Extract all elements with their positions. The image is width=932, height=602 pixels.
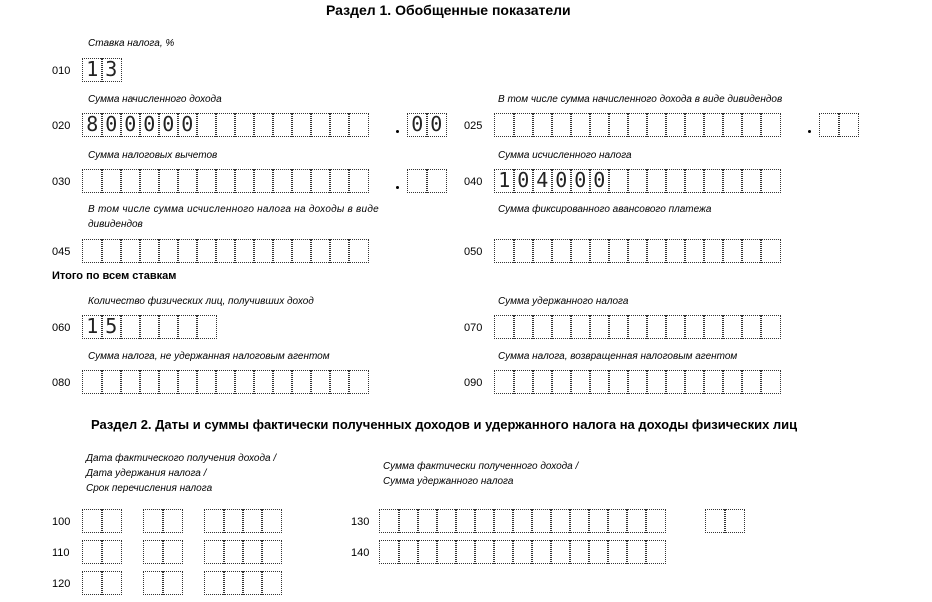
dates-label-line1: Дата фактического получения дохода / [86,453,277,464]
dividend-income-input[interactable] [494,113,779,137]
char-cell[interactable] [139,239,160,263]
char-cell[interactable] [436,509,457,533]
decimal-point [396,130,399,133]
char-cell[interactable] [665,370,686,394]
char-cell[interactable] [531,509,552,533]
char-cell[interactable] [551,239,572,263]
char-cell[interactable] [703,370,724,394]
char-cell[interactable] [223,571,244,595]
char-cell[interactable] [242,571,263,595]
char-cell[interactable] [291,239,312,263]
code-045: 045 [52,246,71,258]
dividend-tax-label-line2: дивидендов [88,219,143,230]
char-cell[interactable] [608,239,629,263]
char-cell[interactable] [607,540,628,564]
char-cell[interactable] [760,239,781,263]
unwithheld-tax-input[interactable] [82,370,367,394]
income-received-amount-input[interactable] [379,509,664,533]
accrued-income-input[interactable] [82,113,367,137]
char-cell[interactable] [417,509,438,533]
char-cell[interactable] [426,169,447,193]
char-cell[interactable] [407,169,428,193]
char-cell[interactable] [204,509,225,533]
char-cell[interactable]: 0 [570,169,591,193]
unwithheld-tax-label: Сумма налога, не удержанная налоговым агентом [88,351,330,362]
char-cell[interactable] [646,315,667,339]
char-cell[interactable] [272,113,293,137]
char-cell[interactable] [589,315,610,339]
char-cell[interactable] [310,370,331,394]
char-cell[interactable] [532,113,553,137]
char-cell[interactable] [261,571,282,595]
char-cell[interactable] [196,113,217,137]
char-cell[interactable] [532,315,553,339]
fixed-advance-payment-input[interactable] [494,239,779,263]
char-cell[interactable] [645,540,666,564]
char-cell[interactable] [234,239,255,263]
char-cell[interactable] [569,540,590,564]
char-cell[interactable] [627,239,648,263]
code-100: 100 [52,516,71,528]
char-cell[interactable] [722,169,743,193]
transfer-deadline-day-input[interactable] [82,571,120,595]
char-cell[interactable] [234,169,255,193]
income-received-kopecks-input[interactable] [705,509,743,533]
char-cell[interactable] [532,239,553,263]
char-cell[interactable] [139,370,160,394]
char-cell[interactable] [493,509,514,533]
dividend-income-kopecks-input[interactable] [819,113,857,137]
char-cell[interactable] [588,540,609,564]
char-cell[interactable] [570,370,591,394]
persons-count-input[interactable] [82,315,215,339]
char-cell[interactable] [665,113,686,137]
date-received-month-input[interactable] [143,509,181,533]
char-cell[interactable]: 0 [139,113,160,137]
calculated-tax-label: Сумма исчисленного налога [498,150,632,161]
tax-deductions-input[interactable] [82,169,367,193]
char-cell[interactable] [162,571,183,595]
char-cell[interactable] [455,540,476,564]
char-cell[interactable] [646,113,667,137]
char-cell[interactable] [550,509,571,533]
char-cell[interactable] [329,169,350,193]
char-cell[interactable] [204,540,225,564]
code-140: 140 [351,547,370,559]
char-cell[interactable] [177,169,198,193]
char-cell[interactable] [101,239,122,263]
char-cell[interactable] [819,113,840,137]
amounts-label-line1: Сумма фактически полученного дохода / [383,461,579,472]
char-cell[interactable] [215,113,236,137]
char-cell[interactable] [291,113,312,137]
char-cell[interactable] [143,509,164,533]
dividend-tax-input[interactable] [82,239,367,263]
code-040: 040 [464,176,483,188]
persons-count-label: Количество физических лиц, получивших доход [88,296,314,307]
code-060: 060 [52,322,71,334]
section1-title: Раздел 1. Обобщенные показатели [326,2,571,18]
char-cell[interactable] [101,370,122,394]
char-cell[interactable] [684,113,705,137]
char-cell[interactable] [223,540,244,564]
returned-tax-label: Сумма налога, возвращенная налоговым агентом [498,351,738,362]
decimal-point [808,130,811,133]
char-cell[interactable] [494,370,515,394]
char-cell[interactable] [589,370,610,394]
char-cell[interactable] [348,169,369,193]
char-cell[interactable] [82,571,103,595]
char-cell[interactable] [436,540,457,564]
char-cell[interactable] [741,315,762,339]
char-cell[interactable] [513,370,534,394]
char-cell[interactable] [665,239,686,263]
char-cell[interactable] [684,239,705,263]
char-cell[interactable] [398,509,419,533]
char-cell[interactable] [645,509,666,533]
char-cell[interactable] [722,315,743,339]
char-cell[interactable] [760,113,781,137]
char-cell[interactable] [455,509,476,533]
amounts-label-line2: Сумма удержанного налога [383,476,514,487]
char-cell[interactable] [703,315,724,339]
char-cell[interactable] [741,239,762,263]
char-cell[interactable] [494,113,515,137]
withheld-tax-input[interactable] [494,315,779,339]
char-cell[interactable]: 0 [120,113,141,137]
char-cell[interactable] [143,571,164,595]
code-050: 050 [464,246,483,258]
code-080: 080 [52,377,71,389]
char-cell[interactable] [627,315,648,339]
code-030: 030 [52,176,71,188]
char-cell[interactable] [120,239,141,263]
char-cell[interactable] [722,113,743,137]
accrued-income-kopecks-input[interactable] [407,113,445,137]
char-cell[interactable] [120,315,141,339]
char-cell[interactable] [101,169,122,193]
char-cell[interactable] [741,113,762,137]
decimal-point [396,186,399,189]
char-cell[interactable] [291,370,312,394]
code-020: 020 [52,120,71,132]
date-withheld-month-input[interactable] [143,540,181,564]
date-received-day-input[interactable] [82,509,120,533]
code-070: 070 [464,322,483,334]
dates-label-line2: Дата удержания налога / [86,468,207,479]
char-cell[interactable] [760,370,781,394]
code-130: 130 [351,516,370,528]
char-cell[interactable] [512,540,533,564]
char-cell[interactable]: 8 [82,113,103,137]
char-cell[interactable] [348,370,369,394]
char-cell[interactable] [531,540,552,564]
char-cell[interactable] [512,509,533,533]
char-cell[interactable] [608,370,629,394]
char-cell[interactable]: 0 [589,169,610,193]
char-cell[interactable] [234,113,255,137]
char-cell[interactable] [760,169,781,193]
char-cell[interactable] [196,315,217,339]
char-cell[interactable] [398,540,419,564]
char-cell[interactable] [705,509,726,533]
char-cell[interactable] [253,370,274,394]
char-cell[interactable] [101,571,122,595]
char-cell[interactable] [741,370,762,394]
char-cell[interactable] [684,370,705,394]
char-cell[interactable] [158,169,179,193]
char-cell[interactable] [722,239,743,263]
char-cell[interactable] [703,113,724,137]
char-cell[interactable] [253,239,274,263]
dividend-tax-label-line1: В том числе сумма исчисленного налога на доходы в виде [88,204,379,215]
char-cell[interactable] [139,169,160,193]
char-cell[interactable] [310,169,331,193]
char-cell[interactable] [215,370,236,394]
char-cell[interactable] [242,540,263,564]
char-cell[interactable] [379,509,400,533]
char-cell[interactable] [158,239,179,263]
dividend-income-label: В том числе сумма начисленного дохода в виде дивидендов [498,94,783,105]
char-cell[interactable]: 1 [82,58,103,82]
char-cell[interactable] [223,509,244,533]
char-cell[interactable] [272,169,293,193]
char-cell[interactable]: 0 [177,113,198,137]
char-cell[interactable]: 1 [82,315,103,339]
char-cell[interactable]: 0 [407,113,428,137]
char-cell[interactable] [494,315,515,339]
char-cell[interactable] [253,169,274,193]
transfer-deadline-year-input[interactable] [204,571,280,595]
char-cell[interactable] [329,370,350,394]
char-cell[interactable] [143,540,164,564]
char-cell[interactable] [551,370,572,394]
char-cell[interactable] [626,509,647,533]
char-cell[interactable] [177,370,198,394]
char-cell[interactable] [627,113,648,137]
tax-rate-label: Ставка налога, % [88,38,175,49]
char-cell[interactable]: 4 [532,169,553,193]
char-cell[interactable] [348,239,369,263]
char-cell[interactable]: 0 [513,169,534,193]
char-cell[interactable] [177,315,198,339]
char-cell[interactable] [570,113,591,137]
char-cell[interactable] [703,169,724,193]
char-cell[interactable] [646,169,667,193]
char-cell[interactable] [82,169,103,193]
char-cell[interactable] [177,239,198,263]
char-cell[interactable] [215,239,236,263]
char-cell[interactable] [474,540,495,564]
code-090: 090 [464,377,483,389]
char-cell[interactable] [724,509,745,533]
char-cell[interactable] [627,169,648,193]
char-cell[interactable] [513,315,534,339]
tax-rate-input[interactable] [82,58,120,82]
code-120: 120 [52,578,71,590]
char-cell[interactable]: 0 [551,169,572,193]
char-cell[interactable] [703,239,724,263]
char-cell[interactable] [242,509,263,533]
char-cell[interactable] [379,540,400,564]
date-withheld-year-input[interactable] [204,540,280,564]
char-cell[interactable] [162,509,183,533]
char-cell[interactable] [310,239,331,263]
code-110: 110 [52,547,70,559]
char-cell[interactable] [120,370,141,394]
char-cell[interactable] [162,540,183,564]
tax-deductions-label: Сумма налоговых вычетов [88,150,218,161]
char-cell[interactable] [272,239,293,263]
char-cell[interactable] [569,509,590,533]
char-cell[interactable] [513,239,534,263]
char-cell[interactable] [158,370,179,394]
char-cell[interactable] [204,571,225,595]
char-cell[interactable] [158,315,179,339]
char-cell[interactable] [234,370,255,394]
char-cell[interactable] [348,113,369,137]
char-cell[interactable] [838,113,859,137]
char-cell[interactable] [551,315,572,339]
char-cell[interactable]: 3 [101,58,122,82]
char-cell[interactable] [139,315,160,339]
char-cell[interactable] [589,239,610,263]
char-cell[interactable]: 0 [101,113,122,137]
char-cell[interactable] [253,113,274,137]
char-cell[interactable] [684,315,705,339]
date-withheld-day-input[interactable] [82,540,120,564]
date-received-year-input[interactable] [204,509,280,533]
char-cell[interactable] [494,239,515,263]
dates-label-line3: Срок перечисления налога [86,483,213,494]
char-cell[interactable] [272,370,293,394]
char-cell[interactable] [570,315,591,339]
char-cell[interactable] [101,540,122,564]
char-cell[interactable] [261,509,282,533]
code-010: 010 [52,65,71,77]
char-cell[interactable] [513,113,534,137]
char-cell[interactable] [608,315,629,339]
char-cell[interactable] [329,113,350,137]
char-cell[interactable] [665,169,686,193]
char-cell[interactable] [120,169,141,193]
char-cell[interactable] [646,239,667,263]
char-cell[interactable] [627,370,648,394]
char-cell[interactable]: 5 [101,315,122,339]
char-cell[interactable] [570,239,591,263]
char-cell[interactable] [291,169,312,193]
char-cell[interactable] [607,509,628,533]
char-cell[interactable] [417,540,438,564]
accrued-income-label: Сумма начисленного дохода [88,94,222,105]
char-cell[interactable] [741,169,762,193]
char-cell[interactable] [101,509,122,533]
char-cell[interactable] [82,509,103,533]
char-cell[interactable] [310,113,331,137]
tax-withheld-amount-input[interactable] [379,540,664,564]
char-cell[interactable] [493,540,514,564]
char-cell[interactable] [551,113,572,137]
char-cell[interactable] [626,540,647,564]
withheld-tax-label: Сумма удержанного налога [498,296,629,307]
char-cell[interactable] [684,169,705,193]
char-cell[interactable] [82,540,103,564]
char-cell[interactable] [588,509,609,533]
char-cell[interactable] [608,113,629,137]
char-cell[interactable] [646,370,667,394]
char-cell[interactable] [760,315,781,339]
char-cell[interactable] [196,169,217,193]
char-cell[interactable] [665,315,686,339]
returned-tax-input[interactable] [494,370,779,394]
tax-deductions-kopecks-input[interactable] [407,169,445,193]
code-025: 025 [464,120,483,132]
char-cell[interactable] [550,540,571,564]
char-cell[interactable]: 1 [494,169,515,193]
char-cell[interactable] [722,370,743,394]
char-cell[interactable] [474,509,495,533]
char-cell[interactable] [608,169,629,193]
fixed-advance-payment-label: Сумма фиксированного авансового платежа [498,204,712,215]
char-cell[interactable] [329,239,350,263]
char-cell[interactable]: 0 [158,113,179,137]
char-cell[interactable] [82,239,103,263]
char-cell[interactable] [196,239,217,263]
char-cell[interactable] [532,370,553,394]
transfer-deadline-month-input[interactable] [143,571,181,595]
char-cell[interactable] [589,113,610,137]
char-cell[interactable] [215,169,236,193]
char-cell[interactable]: 0 [426,113,447,137]
totals-subtitle: Итого по всем ставкам [52,270,177,282]
section2-title: Раздел 2. Даты и суммы фактически полученных доходов и удержанного налога на доходы физических лиц [91,417,798,432]
char-cell[interactable] [196,370,217,394]
char-cell[interactable] [82,370,103,394]
calculated-tax-input[interactable] [494,169,779,193]
char-cell[interactable] [261,540,282,564]
